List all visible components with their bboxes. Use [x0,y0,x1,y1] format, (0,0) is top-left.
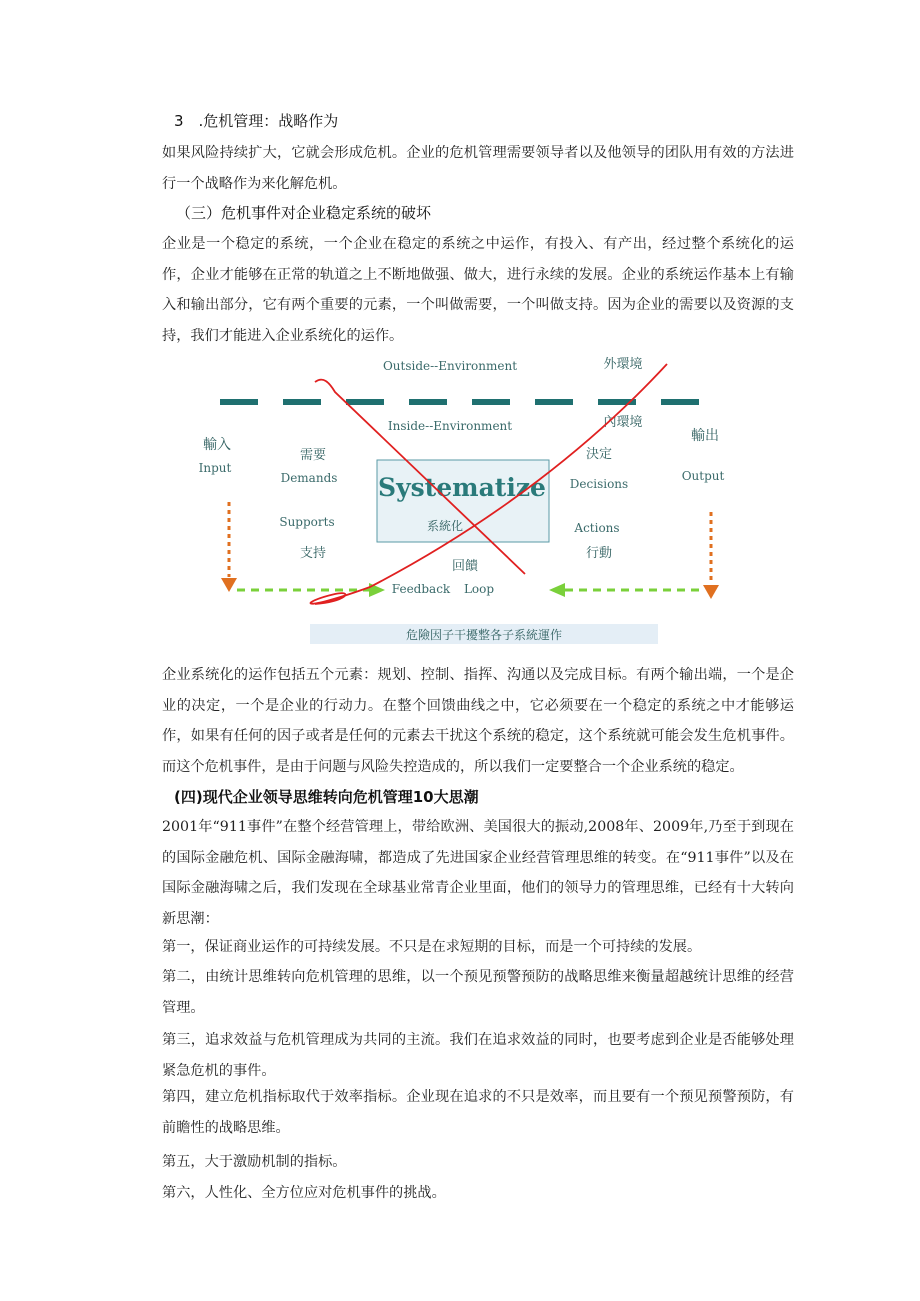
section-four-text: 2001年“911事件”在整个经营管理上，带给欧洲、美国很大的振动,2008年、2009年,乃至于到现在的国际金融危机、国际金融海啸，都造成了先进国家企业经营管理思维的转变。在“911事件”以及在国际金融海啸之后，我们发现在全球基业常青企业里面，他们的领导力的管理思维，已经有十大转向新思潮： [162,819,794,927]
output-zh-label: 輸出 [691,428,719,444]
boundary-dash [220,399,258,405]
section-three-text: 企业是一个稳定的系统，一个企业在稳定的系统之中运作，有投入、有产出，经过整个系统化的运作，企业才能够在正常的轨道之上不断地做强、做大，进行永续的发展。企业的系统运作基本上有输入和输出部分，它有两个重要的元素，一个叫做需要，一个叫做支持。因为企业的需要以及资源的支持，我们才能进入企业系统化的运作。 [162,236,794,344]
section-3-paragraph [162,138,794,199]
item-3-text: 第三，追求效益与危机管理成为共同的主流。我们在追求效益的同时，也要考虑到企业是否能够处理紧急危机的事件。 [162,1032,794,1079]
output-arrow-head [703,585,719,599]
inside-environment-label: Inside--Environment [387,419,513,433]
item-6-text: 第六，人性化、全方位应对危机事件的挑战。 [162,1185,446,1201]
output-en-label: Output [681,469,725,483]
loop-en-label: Loop [463,582,495,596]
actions-en-label: Actions [574,521,620,535]
elements-text: 企业系统化的运作包括五个元素：规划、控制、指挥、沟通以及完成目标。有两个输出端，一个是企业的决定，一个是企业的行动力。在整个回馈曲线之中，它必须要在一个稳定的系统之中才能够运作，如果有任何的因子或者是任何的元素去干扰这个系统的稳定，这个系统就可能会发生危机事件。而这个危机事件，是由于问题与风险失控造成的，所以我们一定要整合一个企业系统的稳定。 [162,667,794,775]
outside-environment-label: Outside--Environment [382,359,518,373]
section-three-paragraph [162,229,794,351]
outside-environment-zh-label: 外環境 [603,357,643,372]
inside-environment-zh-label: 內環境 [603,415,643,430]
feedback-en-label: Feedback [391,582,451,596]
item-1-text: 第一，保证商业运作的可持续发展。不只是在求短期的目标，而是一个可持续的发展。 [162,939,702,955]
boundary-dash [283,399,321,405]
boundary-dash [346,399,384,405]
input-en-label: Input [198,461,232,475]
section-three-heading: （三）危机事件对企业稳定系统的破坏 [176,204,432,222]
input-zh-label: 輸入 [203,437,231,453]
item-6 [162,1178,794,1209]
feedback-zh-label: 回饋 [451,559,479,574]
section-four-paragraph [162,812,794,934]
demands-zh-label: 需要 [299,448,327,463]
demands-en-label: Demands [280,471,338,485]
elements-paragraph [162,660,794,782]
section-3-text: 如果风险持续扩大，它就会形成危机。企业的危机管理需要领导者以及他领导的团队用有效的方法进行一个战略作为来化解危机。 [162,145,794,192]
item-2 [162,962,794,1023]
item-4-text: 第四，建立危机指标取代于效率指标。企业现在追求的不只是效率，而且要有一个预见预警预防，有前瞻性的战略思维。 [162,1089,794,1136]
supports-zh-label: 支持 [299,546,327,561]
systematize-zh-label: 系統化 [426,519,464,533]
boundary-dash [535,399,573,405]
item-3 [162,1025,794,1086]
decisions-en-label: Decisions [569,477,629,491]
item-5-text: 第五，大于激励机制的指标。 [162,1154,347,1170]
section-3-heading: 3 .危机管理：战略作为 [174,112,339,130]
boundary-dash [661,399,699,405]
feedback-right-arrow-head [549,583,565,597]
input-arrow-head [221,578,237,592]
system-diagram [195,352,735,652]
risk-banner-label: 危險因子干擾整各子系統運作 [405,628,563,642]
item-2-text: 第二，由统计思维转向危机管理的思维，以一个预见预警预防的战略思维来衡量超越统计思维的经营管理。 [162,969,794,1016]
item-5 [162,1147,794,1178]
systematize-en-label: Systematize [378,473,546,502]
supports-en-label: Supports [279,515,335,529]
actions-zh-label: 行動 [585,546,613,561]
item-1 [162,932,794,963]
decisions-zh-label: 決定 [585,447,613,462]
boundary-dash [472,399,510,405]
section-four-heading: (四)现代企业领导思维转向危机管理10大思潮 [174,788,479,806]
feedback-left-arrow-head [369,583,385,597]
item-4 [162,1082,794,1143]
system-diagram-svg [195,352,735,652]
boundary-dash [409,399,447,405]
